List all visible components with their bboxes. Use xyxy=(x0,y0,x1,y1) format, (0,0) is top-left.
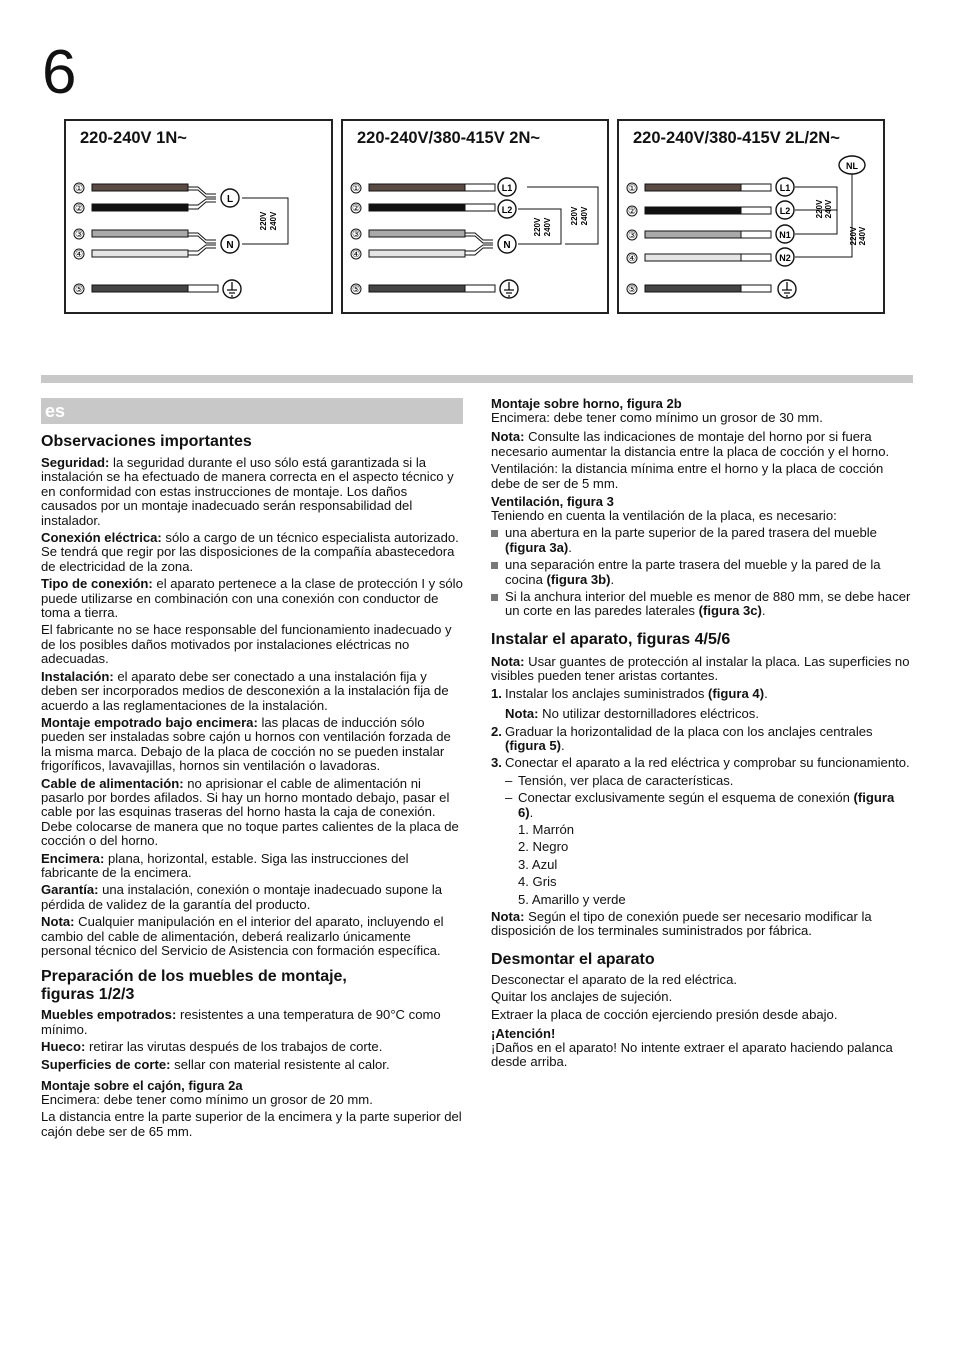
svg-text:N: N xyxy=(226,240,234,251)
paragraph-install-note: Nota: Usar guantes de protección al instalar la placa. Las superficies no visibles pueden tener aristas cortantes. xyxy=(491,653,910,684)
heading-oven-mount: Montaje sobre horno, figura 2b xyxy=(491,396,682,411)
ground-icon xyxy=(500,280,518,298)
list-item: Si la anchura interior del mueble es menor de 880 mm, se debe hacer un corte en las paredes laterales (figura 3c). xyxy=(491,590,913,619)
paragraph-electrical-connection: Conexión eléctrica: sólo a cargo de un técnico especialista autorizado. Se tendrá que regir por las disposiciones de la compañía abastecedora de electricidad de la zona. xyxy=(41,530,459,574)
wire-2 xyxy=(74,203,188,213)
heading-drawer-mount: Montaje sobre el cajón, figura 2a xyxy=(41,1078,243,1094)
paragraph-oven-note: Nota: Consulte las indicaciones de montaje del horno por si fuera necesario aumentar la distancia entre la placa de cocción y el horno. xyxy=(491,429,890,459)
svg-text:③: ③ xyxy=(627,230,637,240)
svg-text:③: ③ xyxy=(351,229,361,239)
paragraph-manufacturer: El fabricante no se hace responsable del funcionamiento inadecuado y de los posibles daños motivados por instalaciones eléctricas no adecuadas. xyxy=(41,622,452,667)
color-item: 3. Azul xyxy=(518,856,558,872)
step-2: 2. Graduar la horizontalidad de la placa con los anclajes centrales (figura 5). xyxy=(491,723,873,753)
svg-text:220V: 220V xyxy=(533,217,542,237)
svg-text:L1: L1 xyxy=(501,183,513,193)
paragraph-drawer-2: La distancia entre la parte superior de la encimera y la parte superior del cajón debe ser de 65 mm. xyxy=(41,1109,462,1139)
svg-text:240V: 240V xyxy=(269,211,278,231)
paragraph-installation: Instalación: el aparato debe ser conectado a una instalación fija y deben ser incorporados medios de desconexión a la instalación fija de acuerdo a las reglamentaciones de la instalación. xyxy=(41,668,449,713)
step-3-sub-2: – Conectar exclusivamente según el esquema de conexión (figura 6). xyxy=(491,791,913,820)
svg-text:L2: L2 xyxy=(779,206,791,216)
svg-text:L2: L2 xyxy=(501,205,513,215)
svg-text:⑤: ⑤ xyxy=(351,284,361,294)
wire-1 xyxy=(74,183,188,193)
paragraph-built-in-furniture: Muebles empotrados: resistentes a una temperatura de 90°C como mínimo. xyxy=(41,1007,441,1037)
svg-text:240V: 240V xyxy=(824,199,833,219)
svg-text:①: ① xyxy=(351,183,361,193)
language-label: es xyxy=(41,398,463,424)
right-column xyxy=(491,396,913,1073)
diagram-title: 220-240V/380-415V 2L/2N~ xyxy=(633,129,840,147)
color-item: 1. Marrón xyxy=(518,821,575,837)
svg-text:N2: N2 xyxy=(779,253,791,263)
svg-text:①: ① xyxy=(627,183,637,193)
paragraph-connection-type: Tipo de conexión: el aparato pertenece a la clase de protección I y sólo puede utilizarse en combinación con una conexión con conductor de toma a tierra. xyxy=(41,576,463,621)
heading-furniture-prep: Preparación de los muebles de montaje, figuras 1/2/3 xyxy=(41,968,347,1004)
paragraph-power-cable: Cable de alimentación: no aprisionar el cable de alimentación ni pasarlo por bordes afilados. Si hay un horno montado debajo, pasar el cable por las esquinas traseras del horno hasta la caja de conexión. Debe colocarse de manera que no toque partes calientes de la placa de cocción o del horno. xyxy=(41,775,459,849)
svg-text:①: ① xyxy=(74,183,84,193)
paragraph-uninstall-3: Extraer la placa de cocción ejerciendo presión desde abajo. xyxy=(491,1006,838,1022)
svg-text:220V: 220V xyxy=(570,206,579,226)
ground-icon xyxy=(778,280,796,298)
svg-text:220V: 220V xyxy=(849,226,858,246)
svg-text:⑤: ⑤ xyxy=(627,284,637,294)
step-3-sub-1: – Tensión, ver placa de características. xyxy=(491,774,913,788)
svg-text:220V: 220V xyxy=(815,199,824,219)
heading-install-appliance: Instalar el aparato, figuras 4/5/6 xyxy=(491,630,731,648)
svg-text:240V: 240V xyxy=(580,206,589,226)
svg-text:220V: 220V xyxy=(259,211,268,231)
step-1: 1. Instalar los anclajes suministrados (figura 4). xyxy=(491,685,768,701)
wiring-drawing xyxy=(66,121,335,316)
svg-text:②: ② xyxy=(627,206,637,216)
left-column xyxy=(41,433,463,1142)
svg-text:②: ② xyxy=(74,203,84,213)
step-3: 3. Conectar el aparato a la red eléctrica y comprobar su funcionamiento. xyxy=(491,755,910,771)
paragraph-warranty: Garantía: una instalación, conexión o montaje inadecuado supone la pérdida de validez de la garantía del producto. xyxy=(41,882,443,912)
heading-warning: ¡Atención! xyxy=(491,1026,556,1041)
heading-important-notes: Observaciones importantes xyxy=(41,433,252,450)
wiring-drawing xyxy=(619,121,887,316)
wiring-diagram-2n xyxy=(341,119,609,314)
paragraph-ventilation-intro: Teniendo en cuenta la ventilación de la placa, es necesario: xyxy=(491,508,837,524)
heading-uninstall: Desmontar el aparato xyxy=(491,950,655,968)
paragraph-final-note: Nota: Según el tipo de conexión puede ser necesario modificar la disposición de los terminales suministrados por fábrica. xyxy=(491,908,872,939)
svg-text:L: L xyxy=(226,194,234,205)
diagram-title: 220-240V 1N~ xyxy=(80,129,187,147)
paragraph-note: Nota: Cualquier manipulación en el interior del aparato, incluyendo el cambio del cable de alimentación, deberá realizarlo únicamente personal técnico del Servicio de Asistencia con formación específica. xyxy=(41,914,444,958)
svg-text:④: ④ xyxy=(351,249,361,259)
svg-text:N: N xyxy=(503,240,511,251)
svg-text:④: ④ xyxy=(627,253,637,263)
step-1-note: Nota: No utilizar destornilladores eléctricos. xyxy=(505,706,759,722)
paragraph-oven-1: Encimera: debe tener como mínimo un grosor de 30 mm. xyxy=(491,410,823,425)
list-item: una abertura en la parte superior de la pared trasera del mueble (figura 3a). xyxy=(491,526,913,555)
wiring-diagram-2l2n xyxy=(617,119,885,314)
svg-text:④: ④ xyxy=(74,249,84,259)
paragraph-drawer-1: Encimera: debe tener como mínimo un grosor de 20 mm. xyxy=(41,1092,373,1108)
svg-text:N1: N1 xyxy=(779,230,791,240)
color-item: 2. Negro xyxy=(518,839,569,855)
diagram-title: 220-240V/380-415V 2N~ xyxy=(357,129,541,147)
wiring-diagram-1n xyxy=(64,119,333,314)
svg-text:NL: NL xyxy=(846,161,858,171)
color-item: 4. Gris xyxy=(518,874,557,890)
svg-text:⑤: ⑤ xyxy=(74,284,84,294)
svg-text:L1: L1 xyxy=(779,183,791,193)
wiring-drawing xyxy=(343,121,611,316)
svg-text:240V: 240V xyxy=(858,226,867,246)
paragraph-cavity: Hueco: retirar las virutas después de los trabajos de corte. xyxy=(41,1039,383,1055)
list-item: una separación entre la parte trasera del mueble y la pared de la cocina (figura 3b). xyxy=(491,558,913,587)
paragraph-oven-2: Ventilación: la distancia mínima entre el horno y la placa de cocción debe de ser de 5 mm. xyxy=(491,461,884,491)
paragraph-cut-surfaces: Superficies de corte: sellar con material resistente al calor. xyxy=(41,1056,390,1072)
color-item: 5. Amarillo y verde xyxy=(518,891,626,907)
svg-text:240V: 240V xyxy=(543,217,552,237)
paragraph-uninstall-2: Quitar los anclajes de sujeción. xyxy=(491,989,673,1005)
section-divider xyxy=(41,375,913,383)
wire-4 xyxy=(74,249,188,259)
svg-text:②: ② xyxy=(351,203,361,213)
heading-ventilation: Ventilación, figura 3 xyxy=(491,494,614,510)
paragraph-security: Seguridad: la seguridad durante el uso sólo está garantizada si la instalación se ha efectuado de manera correcta en el aspecto técnico y en conformidad con estas instrucciones de montaje. Los daños causados por un montaje inadecuado serán responsabilidad del instalador. xyxy=(41,455,454,528)
paragraph-built-in: Montaje empotrado bajo encimera: las placas de inducción sólo pueden ser instaladas sobre cajón u hornos con ventilación forzada de la misma marca. Debajo de la placa de cocción no se pueden instalar frigoríficos, lavavajillas, hornos sin ventilación o lavadoras. xyxy=(41,714,451,774)
figure-number: 6 xyxy=(42,38,77,107)
paragraph-worktop: Encimera: plana, horizontal, estable. Siga las instrucciones del fabricante de la encimera. xyxy=(41,850,409,880)
wire-3 xyxy=(74,229,188,239)
paragraph-warning: ¡Daños en el aparato! No intente extraer el aparato haciendo palanca desde arriba. xyxy=(491,1040,893,1070)
ground-icon xyxy=(223,280,241,298)
svg-text:③: ③ xyxy=(74,229,84,239)
paragraph-uninstall-1: Desconectar el aparato de la red eléctrica. xyxy=(491,971,738,987)
wire-5 xyxy=(74,284,218,294)
